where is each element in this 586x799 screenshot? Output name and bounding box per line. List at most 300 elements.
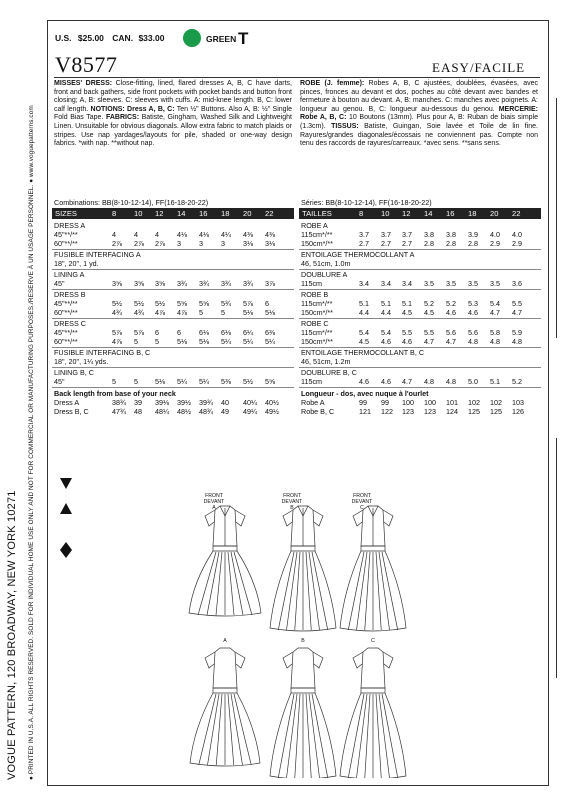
row-value: 5⅛ bbox=[177, 337, 187, 346]
row-label: 46, 51cm, 1.2m bbox=[301, 357, 351, 366]
group-title: ROBE C bbox=[301, 319, 329, 328]
row-value: 5¼ bbox=[265, 337, 275, 346]
hourglass-bottom-icon bbox=[60, 550, 72, 558]
row-label: 18", 20", 1¼ yds. bbox=[54, 357, 109, 366]
waistband bbox=[213, 688, 237, 693]
row-value: 3¾ bbox=[243, 279, 253, 288]
row-value: 3 bbox=[177, 239, 181, 248]
row-value: 5⅛ bbox=[155, 377, 165, 386]
row-value: 5.4 bbox=[381, 328, 391, 337]
row-value: 3.7 bbox=[381, 230, 391, 239]
margin-rule-top bbox=[556, 98, 557, 338]
row-value: 126 bbox=[512, 407, 524, 416]
row-value: 121 bbox=[359, 407, 371, 416]
row-value: 5⅛ bbox=[265, 308, 275, 317]
size-16: 16 bbox=[446, 209, 455, 218]
row-value: 5⅛ bbox=[243, 308, 253, 317]
back-view-letter: B bbox=[301, 638, 305, 644]
row-value: 4.6 bbox=[381, 337, 391, 346]
row-label: 115cm bbox=[301, 377, 323, 386]
row-value: 102 bbox=[490, 398, 502, 407]
row-value: 5½ bbox=[112, 299, 122, 308]
row-value: 5¼ bbox=[243, 337, 253, 346]
sizes-label: SIZES bbox=[55, 209, 77, 218]
notions-text: Ten ½" Buttons. Also A, B: ½" Single Fold Bias Tape. bbox=[54, 105, 292, 122]
row-value: 5 bbox=[134, 377, 138, 386]
row-value: 4.5 bbox=[359, 337, 369, 346]
group-title: FUSIBLE INTERFACING B, C bbox=[54, 348, 151, 357]
row-value: 5.9 bbox=[512, 328, 522, 337]
row-value: 3.8 bbox=[446, 230, 456, 239]
table-row bbox=[301, 279, 541, 288]
row-value: 2⅞ bbox=[112, 239, 122, 248]
row-value: 49½ bbox=[265, 407, 279, 416]
table-row bbox=[301, 357, 541, 366]
group-title: ROBE B bbox=[301, 290, 329, 299]
row-label: 150cm*/** bbox=[301, 239, 333, 248]
sleeve-right bbox=[235, 652, 245, 668]
row-value: 4 bbox=[134, 230, 138, 239]
group-title: DRESS B bbox=[54, 290, 86, 299]
row-value: 122 bbox=[381, 407, 393, 416]
row-value: 40¼ bbox=[243, 398, 257, 407]
size-18: 18 bbox=[468, 209, 477, 218]
row-value: 5.1 bbox=[402, 299, 412, 308]
row-value: 5.6 bbox=[468, 328, 478, 337]
view-letter: B bbox=[290, 505, 294, 511]
row-value: 4.6 bbox=[446, 308, 456, 317]
triangle-down-icon bbox=[60, 478, 72, 489]
view-letter: C bbox=[360, 505, 364, 511]
table-row bbox=[54, 357, 294, 366]
row-value: 5½ bbox=[155, 299, 165, 308]
row-label: 115cm*/** bbox=[301, 328, 333, 337]
row-label: Robe A bbox=[301, 398, 325, 407]
size-16: 16 bbox=[199, 209, 208, 218]
table-row bbox=[54, 308, 294, 317]
sleeve-left bbox=[283, 510, 293, 526]
row-label: 115cm*/** bbox=[301, 299, 333, 308]
row-value: 5 bbox=[134, 337, 138, 346]
sizes-header bbox=[52, 208, 294, 219]
row-value: 2.7 bbox=[381, 239, 391, 248]
row-value: 5⅞ bbox=[134, 328, 144, 337]
row-value: 99 bbox=[359, 398, 367, 407]
row-value: 3⅛ bbox=[243, 239, 253, 248]
table-row bbox=[301, 299, 541, 308]
row-value: 2⅞ bbox=[134, 239, 144, 248]
row-value: 4.6 bbox=[468, 308, 478, 317]
front-view-label bbox=[199, 493, 229, 511]
row-value: 5.1 bbox=[381, 299, 391, 308]
row-value: 5.0 bbox=[468, 377, 478, 386]
us-label: U.S. bbox=[55, 33, 72, 43]
row-value: 125 bbox=[468, 407, 480, 416]
robe-title: ROBE (J. femme): bbox=[300, 80, 365, 87]
waistband bbox=[291, 688, 315, 693]
sleeve-right bbox=[383, 510, 393, 526]
can-label: CAN. bbox=[112, 33, 134, 43]
sleeve-left bbox=[353, 510, 363, 526]
row-value: 4.0 bbox=[490, 230, 500, 239]
row-value: 2.9 bbox=[490, 239, 500, 248]
sleeve-right bbox=[313, 510, 323, 526]
row-value: 5⅝ bbox=[177, 299, 187, 308]
row-value: 2.8 bbox=[468, 239, 478, 248]
row-value: 4¾ bbox=[112, 308, 122, 317]
row-label: 18", 20", 1 yd. bbox=[54, 259, 99, 268]
size-14: 14 bbox=[424, 209, 433, 218]
color-name: GREEN bbox=[206, 34, 237, 44]
row-value: 100 bbox=[402, 398, 414, 407]
garment-sketches bbox=[180, 488, 540, 778]
misses-title: MISSES' DRESS: bbox=[54, 80, 113, 87]
mercerie-text: 10 Boutons (13mm). Plus pour A, B: Ruban de biais simple (1.3cm). bbox=[300, 114, 539, 130]
row-value: 3⅝ bbox=[134, 279, 144, 288]
can-price: $33.00 bbox=[138, 33, 165, 43]
size-12: 12 bbox=[155, 209, 164, 218]
row-value: 4¼ bbox=[221, 230, 231, 239]
row-value: 5½ bbox=[243, 377, 253, 386]
group-title: DRESS C bbox=[54, 319, 86, 328]
table-row bbox=[54, 239, 294, 248]
group-title: ENTOILAGE THERMOCOLLANT B, C bbox=[301, 348, 425, 357]
row-value: 48¼ bbox=[155, 407, 169, 416]
us-price: $25.00 bbox=[77, 33, 104, 43]
sleeve-left bbox=[205, 510, 215, 526]
row-value: 5.4 bbox=[359, 328, 369, 337]
row-label: 60"**/** bbox=[54, 337, 78, 346]
row-value: 5⅛ bbox=[199, 337, 209, 346]
row-value: 4.6 bbox=[381, 377, 391, 386]
misses-text: Close-fitting, lined, flared dresses A, B, C have darts, front and back gathers, side front pockets with pocket bands and button front closing; A, B: sleeves. C: sleeves with cuffs. A: mid-knee length. B, C: lower calf length. bbox=[54, 80, 292, 113]
size-20: 20 bbox=[490, 209, 499, 218]
row-value: 4.5 bbox=[424, 308, 434, 317]
row-value: 49 bbox=[221, 407, 229, 416]
robe-text: Robes A, B, C ajustées, doublées, évasées, avec pinces, fronces au devant et dos, poches au côté devant avec bandes et fermeture à bouton au devant. A, B: manches. C: manches avec poignets. A: longueur au genou. B, C: longueur au-dessous du genou. bbox=[300, 80, 538, 113]
row-value: 4⅞ bbox=[112, 337, 122, 346]
row-value: 123 bbox=[424, 407, 436, 416]
row-value: 38¾ bbox=[112, 398, 126, 407]
row-value: 48½ bbox=[177, 407, 191, 416]
rights-notice: ● PRINTED IN U.S.A. ALL RIGHTS RESERVED. SOLD FOR INDIVIDUAL HOME USE ONLY AND NOT FOR COMMERCIAL OR MANUFACTURING PURPOSES./RESERVE À UN USAGE PERSONNEL. ● www.voguepatterns.com bbox=[28, 105, 35, 780]
row-value: 4.7 bbox=[424, 337, 434, 346]
tissus-text: Batiste, Guingan, Soie lavée et Toile de lin fine. Rayures/grandes diagonales/écossais ne conviennent pas. Compte non tenu des raccords de rayures/carreaux. *avec sens. **sans sens. bbox=[300, 122, 538, 148]
combinations-line: Séries: BB(8-10-12-14), FF(16-18-20-22) bbox=[301, 198, 432, 207]
row-value: 4.8 bbox=[446, 377, 456, 386]
notions-title: NOTIONS: Dress A, B, C: bbox=[90, 105, 175, 113]
row-value: 3¾ bbox=[177, 279, 187, 288]
waistband bbox=[361, 688, 385, 693]
front-text: FRONT bbox=[353, 493, 371, 499]
row-value: 4.4 bbox=[359, 308, 369, 317]
row-value: 4 bbox=[112, 230, 116, 239]
row-value: 39½ bbox=[177, 398, 191, 407]
sleeve-left bbox=[283, 652, 293, 668]
sizes-header bbox=[299, 208, 541, 219]
row-value: 5¾ bbox=[221, 299, 231, 308]
row-label: 115cm bbox=[301, 279, 323, 288]
group-title: FUSIBLE INTERFACING A bbox=[54, 250, 141, 259]
row-value: 4⅛ bbox=[177, 230, 187, 239]
back-length-title: Back length from base of your neck bbox=[54, 389, 176, 398]
row-value: 5.1 bbox=[490, 377, 500, 386]
row-label: 45"**/** bbox=[54, 299, 78, 308]
devant-text: DEVANT bbox=[351, 499, 373, 505]
sleeve-right bbox=[383, 652, 393, 668]
bodice bbox=[213, 648, 237, 688]
row-value: 5.1 bbox=[359, 299, 369, 308]
row-value: 4⅜ bbox=[243, 230, 253, 239]
row-value: 4.7 bbox=[490, 308, 500, 317]
waistband bbox=[291, 546, 315, 551]
bodice bbox=[361, 648, 385, 688]
table-row bbox=[301, 328, 541, 337]
row-value: 5.2 bbox=[512, 377, 522, 386]
size-10: 10 bbox=[134, 209, 143, 218]
difficulty-label: EASY/FACILE bbox=[432, 60, 526, 75]
row-value: 3.5 bbox=[424, 279, 434, 288]
row-value: 6⅛ bbox=[221, 328, 231, 337]
view-letter: A bbox=[212, 505, 216, 511]
group-title: ROBE A bbox=[301, 221, 328, 230]
row-value: 48 bbox=[134, 407, 142, 416]
row-value: 4.8 bbox=[424, 377, 434, 386]
row-value: 3¾ bbox=[199, 279, 209, 288]
sleeve-left bbox=[205, 652, 215, 668]
row-label: 60"**/** bbox=[54, 239, 78, 248]
size-14: 14 bbox=[177, 209, 186, 218]
row-value: 125 bbox=[490, 407, 502, 416]
row-value: 3.5 bbox=[490, 279, 500, 288]
table-row bbox=[54, 377, 294, 386]
publisher-address: VOGUE PATTERN, 120 BROADWAY, NEW YORK 10271 bbox=[6, 490, 18, 780]
row-value: 47¾ bbox=[112, 407, 126, 416]
row-value: 4.5 bbox=[402, 308, 412, 317]
margin-rule-bottom bbox=[556, 438, 557, 678]
row-value: 5⅝ bbox=[199, 299, 209, 308]
mercerie-title: MERCERIE: Robe A, B, C: bbox=[300, 105, 538, 122]
row-value: 4⅞ bbox=[177, 308, 187, 317]
triangle-up-icon bbox=[60, 503, 72, 514]
table-row bbox=[301, 239, 541, 248]
row-value: 6⅜ bbox=[265, 328, 275, 337]
row-value: 5⅞ bbox=[243, 299, 253, 308]
row-value: 5.5 bbox=[512, 299, 522, 308]
table-row bbox=[54, 230, 294, 239]
row-value: 5¼ bbox=[221, 337, 231, 346]
row-label: 60"**/** bbox=[54, 308, 78, 317]
row-value: 100 bbox=[424, 398, 436, 407]
front-text: FRONT bbox=[283, 493, 301, 499]
row-value: 5¼ bbox=[177, 377, 187, 386]
back-view-letter: C bbox=[371, 638, 375, 644]
row-value: 3.7 bbox=[359, 230, 369, 239]
combinations-line: Combinations: BB(8-10-12-14), FF(16-18-20-22) bbox=[54, 198, 209, 207]
row-value: 4.6 bbox=[359, 377, 369, 386]
row-label: 150cm*/** bbox=[301, 308, 333, 317]
row-value: 3.5 bbox=[468, 279, 478, 288]
row-value: 39 bbox=[134, 398, 142, 407]
row-value: 3⅞ bbox=[265, 279, 275, 288]
size-10: 10 bbox=[381, 209, 390, 218]
row-value: 123 bbox=[402, 407, 414, 416]
row-value: 3.8 bbox=[424, 230, 434, 239]
table-row bbox=[54, 259, 294, 268]
row-value: 5⅜ bbox=[221, 377, 231, 386]
group-title: DRESS A bbox=[54, 221, 86, 230]
row-value: 3 bbox=[221, 239, 225, 248]
row-value: 49¼ bbox=[243, 407, 257, 416]
group-divider bbox=[52, 387, 294, 388]
row-label: 45"**/** bbox=[54, 328, 78, 337]
row-value: 4 bbox=[155, 230, 159, 239]
row-value: 5.2 bbox=[424, 299, 434, 308]
row-value: 4⅞ bbox=[155, 308, 165, 317]
row-value: 5.3 bbox=[468, 299, 478, 308]
row-value: 2.8 bbox=[446, 239, 456, 248]
bodice bbox=[291, 648, 315, 688]
row-value: 4.7 bbox=[402, 377, 412, 386]
table-row bbox=[54, 279, 294, 288]
front-text: FRONT bbox=[205, 493, 223, 499]
row-value: 5.5 bbox=[402, 328, 412, 337]
tissus-title: TISSUS: bbox=[331, 122, 359, 130]
fabrics-text: Batiste, Gingham, Washed Silk and Lightweight Linen. Unsuitable for obvious diagonals. Allow extra fabric to match plaids or stripes. Use nap yardages/layouts for pile, shaded or one-way design fabrics. *with nap. **without nap. bbox=[54, 114, 292, 148]
group-title: ENTOILAGE THERMOCOLLANT A bbox=[301, 250, 415, 259]
back-length-row bbox=[301, 407, 541, 416]
table-row bbox=[301, 377, 541, 386]
group-divider bbox=[299, 387, 541, 388]
row-value: 4.7 bbox=[446, 337, 456, 346]
row-value: 3.5 bbox=[446, 279, 456, 288]
sleeve-right bbox=[313, 652, 323, 668]
table-row bbox=[54, 337, 294, 346]
row-value: 6 bbox=[177, 328, 181, 337]
row-value: 101 bbox=[446, 398, 458, 407]
pattern-letter: T bbox=[238, 29, 249, 48]
group-title: LINING A bbox=[54, 270, 85, 279]
row-value: 6¼ bbox=[243, 328, 253, 337]
row-value: 48¾ bbox=[199, 407, 213, 416]
row-value: 5 bbox=[199, 308, 203, 317]
front-view-label bbox=[347, 493, 377, 511]
table-row bbox=[301, 230, 541, 239]
table-row bbox=[301, 259, 541, 268]
back-view-letter: A bbox=[223, 638, 227, 644]
size-18: 18 bbox=[221, 209, 230, 218]
row-value: 3 bbox=[199, 239, 203, 248]
row-value: 3.4 bbox=[381, 279, 391, 288]
table-row bbox=[301, 337, 541, 346]
front-view-label bbox=[277, 493, 307, 511]
group-title: LINING B, C bbox=[54, 368, 94, 377]
group-title: DOUBLURE B, C bbox=[301, 368, 357, 377]
row-value: 5.6 bbox=[446, 328, 456, 337]
group-title: DOUBLURE A bbox=[301, 270, 348, 279]
row-value: 5.5 bbox=[424, 328, 434, 337]
row-value: 5 bbox=[155, 337, 159, 346]
row-value: 6 bbox=[265, 299, 269, 308]
row-value: 3.7 bbox=[402, 230, 412, 239]
pattern-number: V8577 bbox=[55, 52, 118, 77]
row-value: 39⅛ bbox=[155, 398, 169, 407]
row-value: 40 bbox=[221, 398, 229, 407]
row-value: 4.8 bbox=[468, 337, 478, 346]
row-value: 4.8 bbox=[490, 337, 500, 346]
row-value: 4¾ bbox=[134, 308, 144, 317]
sizes-label: TAILLES bbox=[302, 209, 332, 218]
row-value: 3⅛ bbox=[265, 239, 275, 248]
devant-text: DEVANT bbox=[281, 499, 303, 505]
row-value: 2.8 bbox=[424, 239, 434, 248]
row-value: 2.7 bbox=[402, 239, 412, 248]
row-value: 4.4 bbox=[381, 308, 391, 317]
row-value: 5½ bbox=[134, 299, 144, 308]
sleeve-left bbox=[353, 652, 363, 668]
row-label: 45"**/** bbox=[54, 230, 78, 239]
back-length-row bbox=[54, 398, 294, 407]
row-value: 2⅞ bbox=[155, 239, 165, 248]
table-row bbox=[301, 308, 541, 317]
row-value: 3.4 bbox=[359, 279, 369, 288]
table-row bbox=[54, 299, 294, 308]
row-label: Robe B, C bbox=[301, 407, 335, 416]
size-22: 22 bbox=[512, 209, 521, 218]
row-value: 4⅛ bbox=[199, 230, 209, 239]
row-value: 124 bbox=[446, 407, 458, 416]
row-label: 46, 51cm, 1.0m bbox=[301, 259, 351, 268]
fabrics-title: FABRICS: bbox=[105, 114, 140, 122]
row-value: 6 bbox=[155, 328, 159, 337]
back-length-row bbox=[301, 398, 541, 407]
waistband bbox=[213, 546, 237, 551]
row-label: 150cm*/** bbox=[301, 337, 333, 346]
row-value: 5.2 bbox=[446, 299, 456, 308]
size-20: 20 bbox=[243, 209, 252, 218]
row-value: 4.7 bbox=[512, 308, 522, 317]
row-value: 5 bbox=[221, 308, 225, 317]
size-22: 22 bbox=[265, 209, 274, 218]
size-8: 8 bbox=[359, 209, 364, 218]
row-label: Dress A bbox=[54, 398, 80, 407]
row-value: 5⅞ bbox=[112, 328, 122, 337]
row-value: 3.9 bbox=[468, 230, 478, 239]
row-value: 3⅝ bbox=[155, 279, 165, 288]
row-label: 45" bbox=[54, 279, 65, 288]
row-label: 115cm*/** bbox=[301, 230, 333, 239]
row-value: 4.6 bbox=[402, 337, 412, 346]
row-value: 39¾ bbox=[199, 398, 213, 407]
waistband bbox=[361, 546, 385, 551]
row-value: 3.6 bbox=[512, 279, 522, 288]
row-label: 45" bbox=[54, 377, 65, 386]
row-value: 5.8 bbox=[490, 328, 500, 337]
row-value: 5.4 bbox=[490, 299, 500, 308]
row-value: 3⅝ bbox=[112, 279, 122, 288]
row-value: 5 bbox=[112, 377, 116, 386]
row-value: 2.7 bbox=[359, 239, 369, 248]
row-value: 4⅜ bbox=[265, 230, 275, 239]
row-value: 3.4 bbox=[402, 279, 412, 288]
row-value: 5¼ bbox=[199, 377, 209, 386]
row-value: 103 bbox=[512, 398, 524, 407]
row-value: 5⅝ bbox=[265, 377, 275, 386]
table-row bbox=[54, 328, 294, 337]
sleeve-right bbox=[235, 510, 245, 526]
row-value: 3¾ bbox=[221, 279, 231, 288]
row-value: 99 bbox=[381, 398, 389, 407]
